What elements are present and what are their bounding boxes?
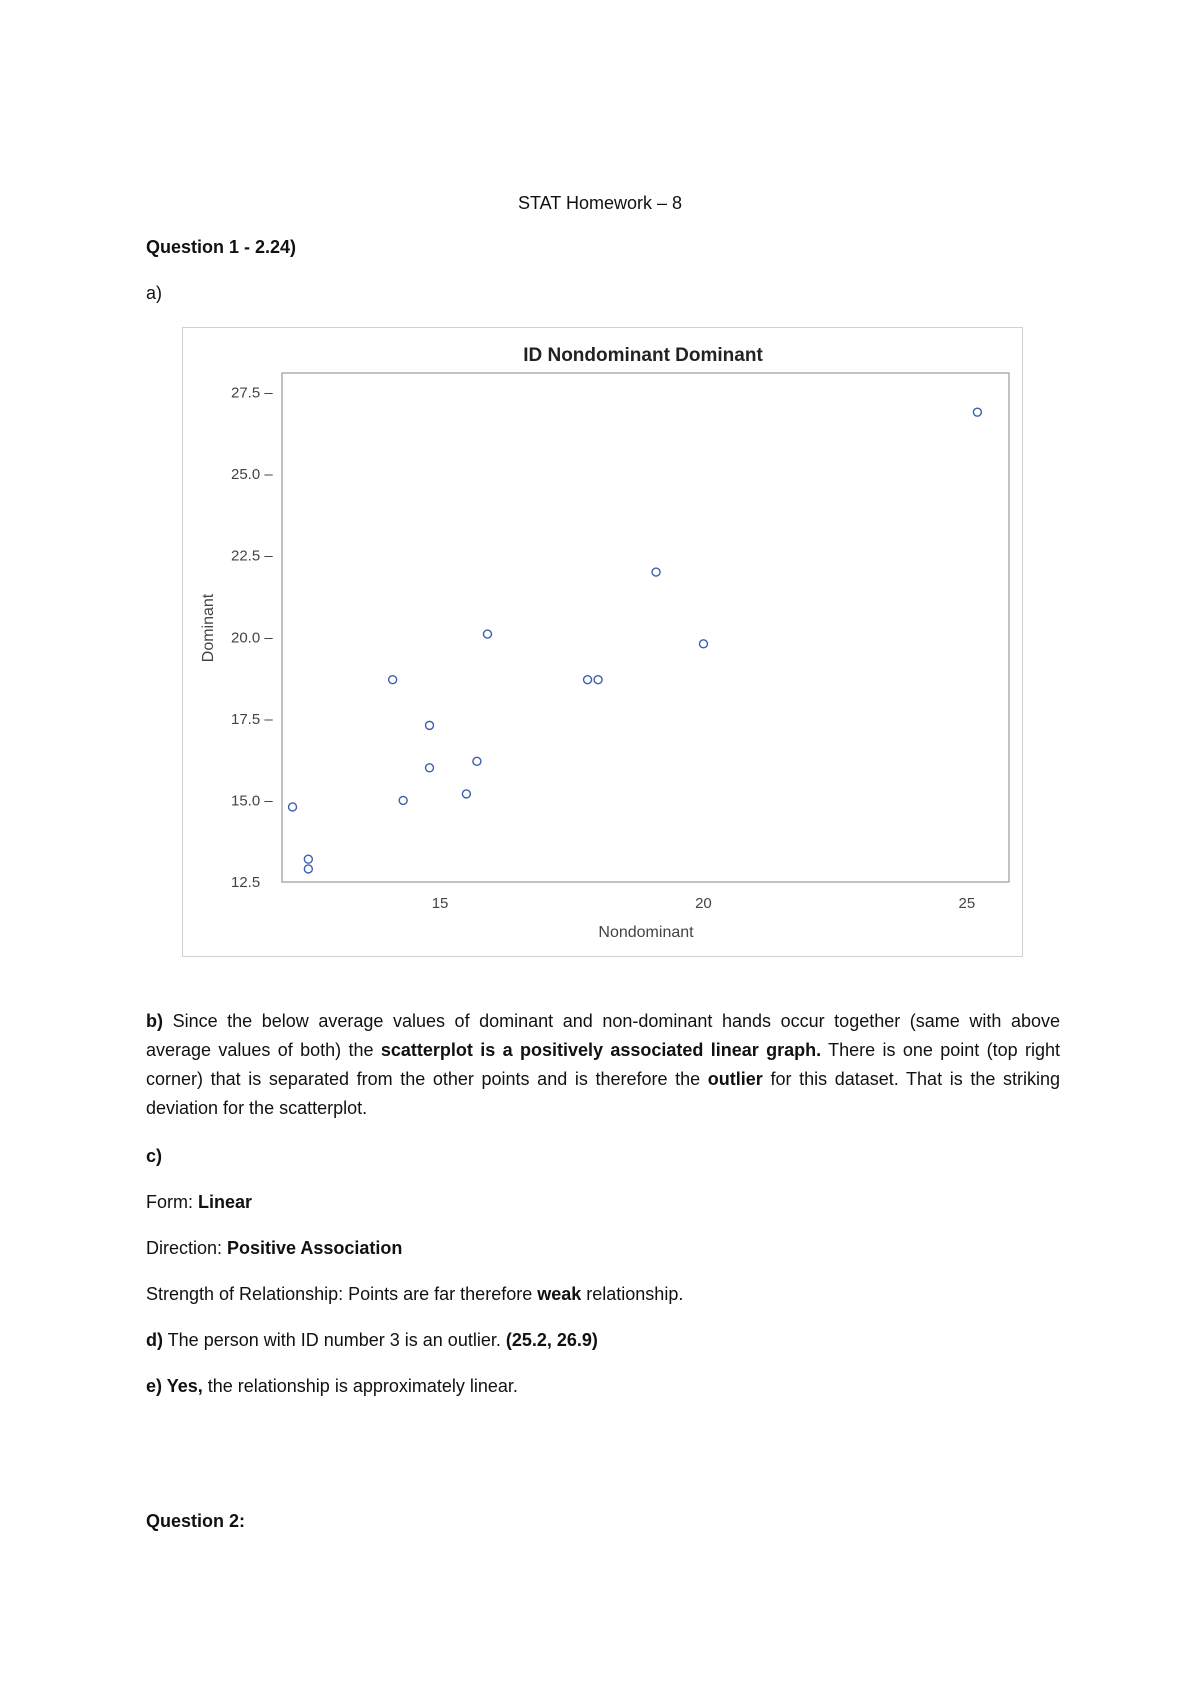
x-axis-label: Nondominant [598,924,694,941]
question1-heading [146,237,296,258]
part-b-text-1: Since the below average values of dominant and non-dominant hands occur together (same with above average values of both) the [146,1011,1060,1060]
part-e-bold: Yes, [162,1376,203,1396]
strength-text-2: relationship. [581,1284,684,1304]
x-tick-label: 25 [958,895,976,912]
x-tick-label: 20 [695,895,712,912]
y-tick-label: 27.5 – [231,384,273,402]
plot-frame [282,373,1009,882]
part-d-text: The person with ID number 3 is an outlier. [163,1330,506,1350]
strength-bold: weak [537,1284,582,1304]
part-c-label-text: c) [146,1146,163,1166]
part-b-bold-1: scatterplot is a positively associated linear graph. [380,1040,822,1060]
data-point [289,803,297,811]
part-b-label: b) [146,1011,163,1031]
part-b-paragraph [146,1007,1060,1123]
part-c-label [146,1146,162,1167]
part-a-label: a) [146,283,163,303]
x-tick-label: 15 [431,895,449,912]
form-value: Linear [198,1192,253,1212]
question2-heading [146,1511,245,1532]
y-axis-ticks [231,385,273,891]
data-point [473,757,481,765]
y-tick-label: 20.0 – [231,629,273,647]
question1-heading-text: Question 1 - 2.24) [146,237,297,257]
direction-line [146,1238,402,1259]
form-label: Form: [146,1192,198,1212]
y-tick-label: 22.5 – [231,547,273,565]
x-axis-ticks [432,895,975,912]
chart-title: ID Nondominant Dominant [523,345,763,366]
part-e-text: the relationship is approximately linear. [202,1376,518,1396]
part-d-label: d) [146,1330,163,1350]
data-point [304,855,312,863]
data-point [389,676,397,684]
document-title: STAT Homework – 8 [517,193,683,213]
part-b-bold-2: outlier [707,1069,763,1089]
data-point [584,676,592,684]
data-point [699,640,707,648]
data-point [426,764,434,772]
part-b-text-3: for this dataset. That is the striking deviation for the scatterplot. [146,1069,1060,1118]
data-point [399,796,407,804]
y-tick-label: 12.5 [231,874,261,891]
data-point [594,676,602,684]
data-point [426,721,434,729]
part-e-label: e) [146,1376,163,1396]
y-tick-label: 17.5 – [231,710,273,728]
data-point [483,630,491,638]
scatterplot [183,328,1024,958]
data-point [652,568,660,576]
data-points [289,408,982,873]
y-tick-label: 25.0 – [231,466,273,484]
direction-value: Positive Association [227,1238,403,1258]
y-tick-label: 15.0 – [231,792,273,810]
data-point [304,865,312,873]
form-line [146,1192,252,1213]
part-d-bold: (25.2, 26.9) [505,1330,598,1350]
strength-line [146,1284,683,1305]
part-b-text-2: There is one point (top right corner) that is separated from the other points and is therefore the [146,1040,1060,1089]
part-d-line [146,1330,598,1351]
part-e-line [146,1376,518,1397]
direction-label: Direction: [146,1238,228,1258]
strength-text-1: Strength of Relationship: Points are far therefore [146,1284,538,1304]
y-axis-label: Dominant [200,593,217,663]
scatterplot-figure [182,327,1023,957]
data-point [973,408,981,416]
question2-heading-text: Question 2: [146,1511,246,1531]
data-point [462,790,470,798]
